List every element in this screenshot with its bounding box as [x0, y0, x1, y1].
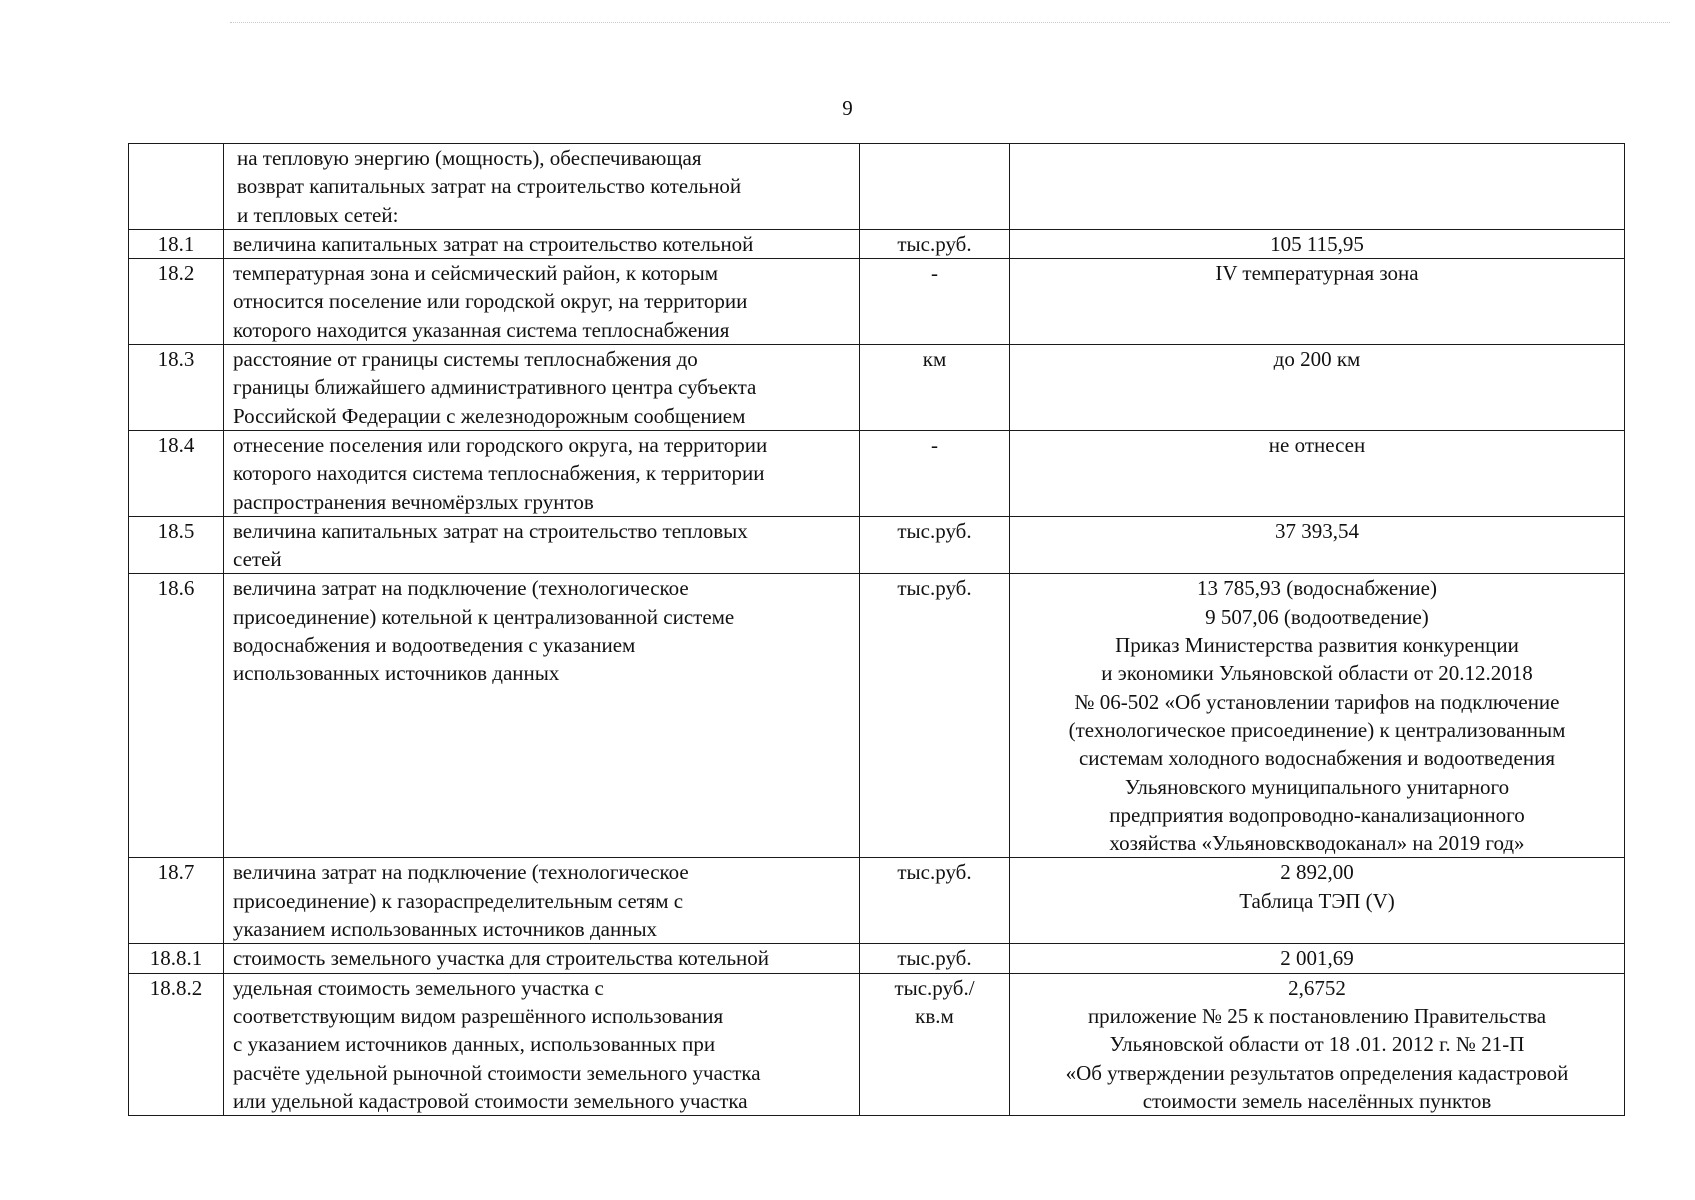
unit-cell — [860, 430, 1010, 516]
unit-cell — [860, 144, 1010, 230]
description-line: присоединение) котельной к централизованной системе — [233, 604, 735, 629]
value-cell — [1010, 229, 1625, 258]
value-line: не отнесен — [1268, 432, 1366, 457]
description-line: отнесение поселения или городского округа, на территории — [233, 432, 768, 457]
unit-line: - — [931, 261, 938, 286]
page-number: 9 — [842, 96, 853, 120]
description-cell — [224, 229, 860, 258]
description-cell — [224, 516, 860, 574]
table-row — [129, 973, 1625, 1115]
value-line: № 06-502 «Об установлении тарифов на подключение — [1074, 689, 1560, 714]
item-number-cell: 18.6 — [129, 574, 224, 858]
unit-line: кв.м — [915, 1003, 954, 1028]
table-row — [129, 144, 1625, 230]
value-line: Ульяновской области от 18 .01. 2012 г. № 21-П — [1109, 1032, 1525, 1057]
value-line: 2 892,00 — [1280, 860, 1354, 885]
description-line: водоснабжения и водоотведения с указанием — [233, 633, 636, 658]
description-line: величина капитальных затрат на строительство тепловых — [233, 518, 748, 543]
item-number-cell: 18.2 — [129, 259, 224, 345]
table-body — [129, 144, 1625, 1116]
description-line: с указанием источников данных, использованных при — [233, 1032, 716, 1057]
description-line: Российской Федерации с железнодорожным сообщением — [233, 403, 746, 428]
table-row — [129, 259, 1625, 345]
description-line: указанием использованных источников данных — [233, 917, 658, 942]
top-edge-dotted-line — [230, 22, 1670, 23]
value-cell — [1010, 144, 1625, 230]
description-line: возврат капитальных затрат на строительство котельной — [237, 174, 742, 199]
description-line: или удельной кадастровой стоимости земельного участка — [233, 1088, 748, 1113]
description-line: присоединение) к газораспределительным сетям с — [233, 888, 684, 913]
item-number-cell: 18.3 — [129, 345, 224, 431]
description-cell — [224, 973, 860, 1115]
unit-line: - — [931, 432, 938, 457]
value-line: приложение № 25 к постановлению Правительства — [1087, 1003, 1547, 1028]
description-line: расчёте удельной рыночной стоимости земельного участка — [233, 1060, 761, 1085]
table-row — [129, 229, 1625, 258]
unit-line: тыс.руб./ — [894, 975, 975, 1000]
unit-line: тыс.руб. — [897, 860, 972, 885]
value-cell — [1010, 345, 1625, 431]
value-cell — [1010, 259, 1625, 345]
value-line: предприятия водопроводно-канализационного — [1109, 802, 1525, 827]
value-line: «Об утверждении результатов определения кадастровой — [1065, 1060, 1569, 1085]
description-cell — [224, 345, 860, 431]
value-line: 2 001,69 — [1280, 946, 1354, 971]
value-line: хозяйства «Ульяновскводоканал» на 2019 год» — [1109, 831, 1525, 856]
description-line: и тепловых сетей: — [237, 202, 399, 227]
item-number-cell: 18.4 — [129, 430, 224, 516]
value-line: 37 393,54 — [1275, 518, 1359, 543]
value-line: Ульяновского муниципального унитарного — [1124, 774, 1510, 799]
description-line: распространения вечномёрзлых грунтов — [233, 489, 594, 514]
table-row — [129, 345, 1625, 431]
description-line: границы ближайшего административного центра субъекта — [233, 375, 757, 400]
value-line: стоимости земель населённых пунктов — [1142, 1088, 1492, 1113]
value-line: Приказ Министерства развития конкуренции — [1115, 633, 1519, 658]
table-row — [129, 944, 1625, 973]
unit-cell — [860, 259, 1010, 345]
unit-cell — [860, 229, 1010, 258]
unit-cell — [860, 973, 1010, 1115]
description-line: которого находится система теплоснабжения, к территории — [233, 461, 765, 486]
value-line: IV температурная зона — [1215, 261, 1419, 286]
description-cell — [224, 144, 860, 230]
description-line: величина затрат на подключение (технологическое — [233, 860, 689, 885]
description-line: использованных источников данных — [233, 661, 560, 686]
table-row — [129, 858, 1625, 944]
description-line: удельная стоимость земельного участка с — [233, 975, 604, 1000]
value-cell — [1010, 574, 1625, 858]
table-row — [129, 516, 1625, 574]
unit-line: тыс.руб. — [897, 946, 972, 971]
description-line: стоимость земельного участка для строительства котельной — [233, 946, 770, 971]
description-line: соответствующим видом разрешённого использования — [233, 1003, 724, 1028]
item-number-cell: 18.8.2 — [129, 973, 224, 1115]
item-number-cell: 18.7 — [129, 858, 224, 944]
description-line: температурная зона и сейсмический район, к которым — [233, 261, 719, 286]
table-row — [129, 430, 1625, 516]
description-line: которого находится указанная система теплоснабжения — [233, 317, 730, 342]
value-line: 2,6752 — [1288, 975, 1346, 1000]
description-cell — [224, 944, 860, 973]
unit-line: тыс.руб. — [897, 576, 972, 601]
value-cell — [1010, 430, 1625, 516]
unit-cell — [860, 574, 1010, 858]
value-line: (технологическое присоединение) к централизованным — [1068, 717, 1566, 742]
description-cell — [224, 574, 860, 858]
unit-line: тыс.руб. — [897, 231, 972, 256]
value-cell — [1010, 516, 1625, 574]
description-line: сетей — [233, 547, 282, 572]
value-line: системам холодного водоснабжения и водоотведения — [1078, 746, 1556, 771]
description-line: расстояние от границы системы теплоснабжения до — [233, 347, 698, 372]
description-line: величина капитальных затрат на строительство котельной — [233, 231, 754, 256]
item-number-cell: 18.1 — [129, 229, 224, 258]
description-line: относится поселение или городской округ, на территории — [233, 289, 748, 314]
description-line: на тепловую энергию (мощность), обеспечивающая — [237, 146, 702, 170]
value-line: Таблица ТЭП (V) — [1239, 888, 1395, 913]
item-number-cell: 18.5 — [129, 516, 224, 574]
data-table — [128, 143, 1625, 1116]
unit-cell — [860, 345, 1010, 431]
item-number-cell — [129, 144, 224, 230]
description-line: величина затрат на подключение (технологическое — [233, 576, 689, 601]
value-line: 105 115,95 — [1270, 231, 1364, 256]
value-line: 9 507,06 (водоотведение) — [1205, 604, 1429, 629]
table-row — [129, 574, 1625, 858]
description-cell — [224, 430, 860, 516]
value-line: и экономики Ульяновской области от 20.12.2018 — [1101, 661, 1533, 686]
unit-cell — [860, 516, 1010, 574]
description-cell — [224, 858, 860, 944]
value-cell — [1010, 858, 1625, 944]
description-cell — [224, 259, 860, 345]
unit-line: тыс.руб. — [897, 518, 972, 543]
unit-line: км — [922, 347, 947, 372]
value-cell — [1010, 944, 1625, 973]
value-cell — [1010, 973, 1625, 1115]
value-line: 13 785,93 (водоснабжение) — [1196, 576, 1437, 601]
unit-cell — [860, 944, 1010, 973]
item-number-cell: 18.8.1 — [129, 944, 224, 973]
value-line: до 200 км — [1273, 347, 1361, 372]
unit-cell — [860, 858, 1010, 944]
